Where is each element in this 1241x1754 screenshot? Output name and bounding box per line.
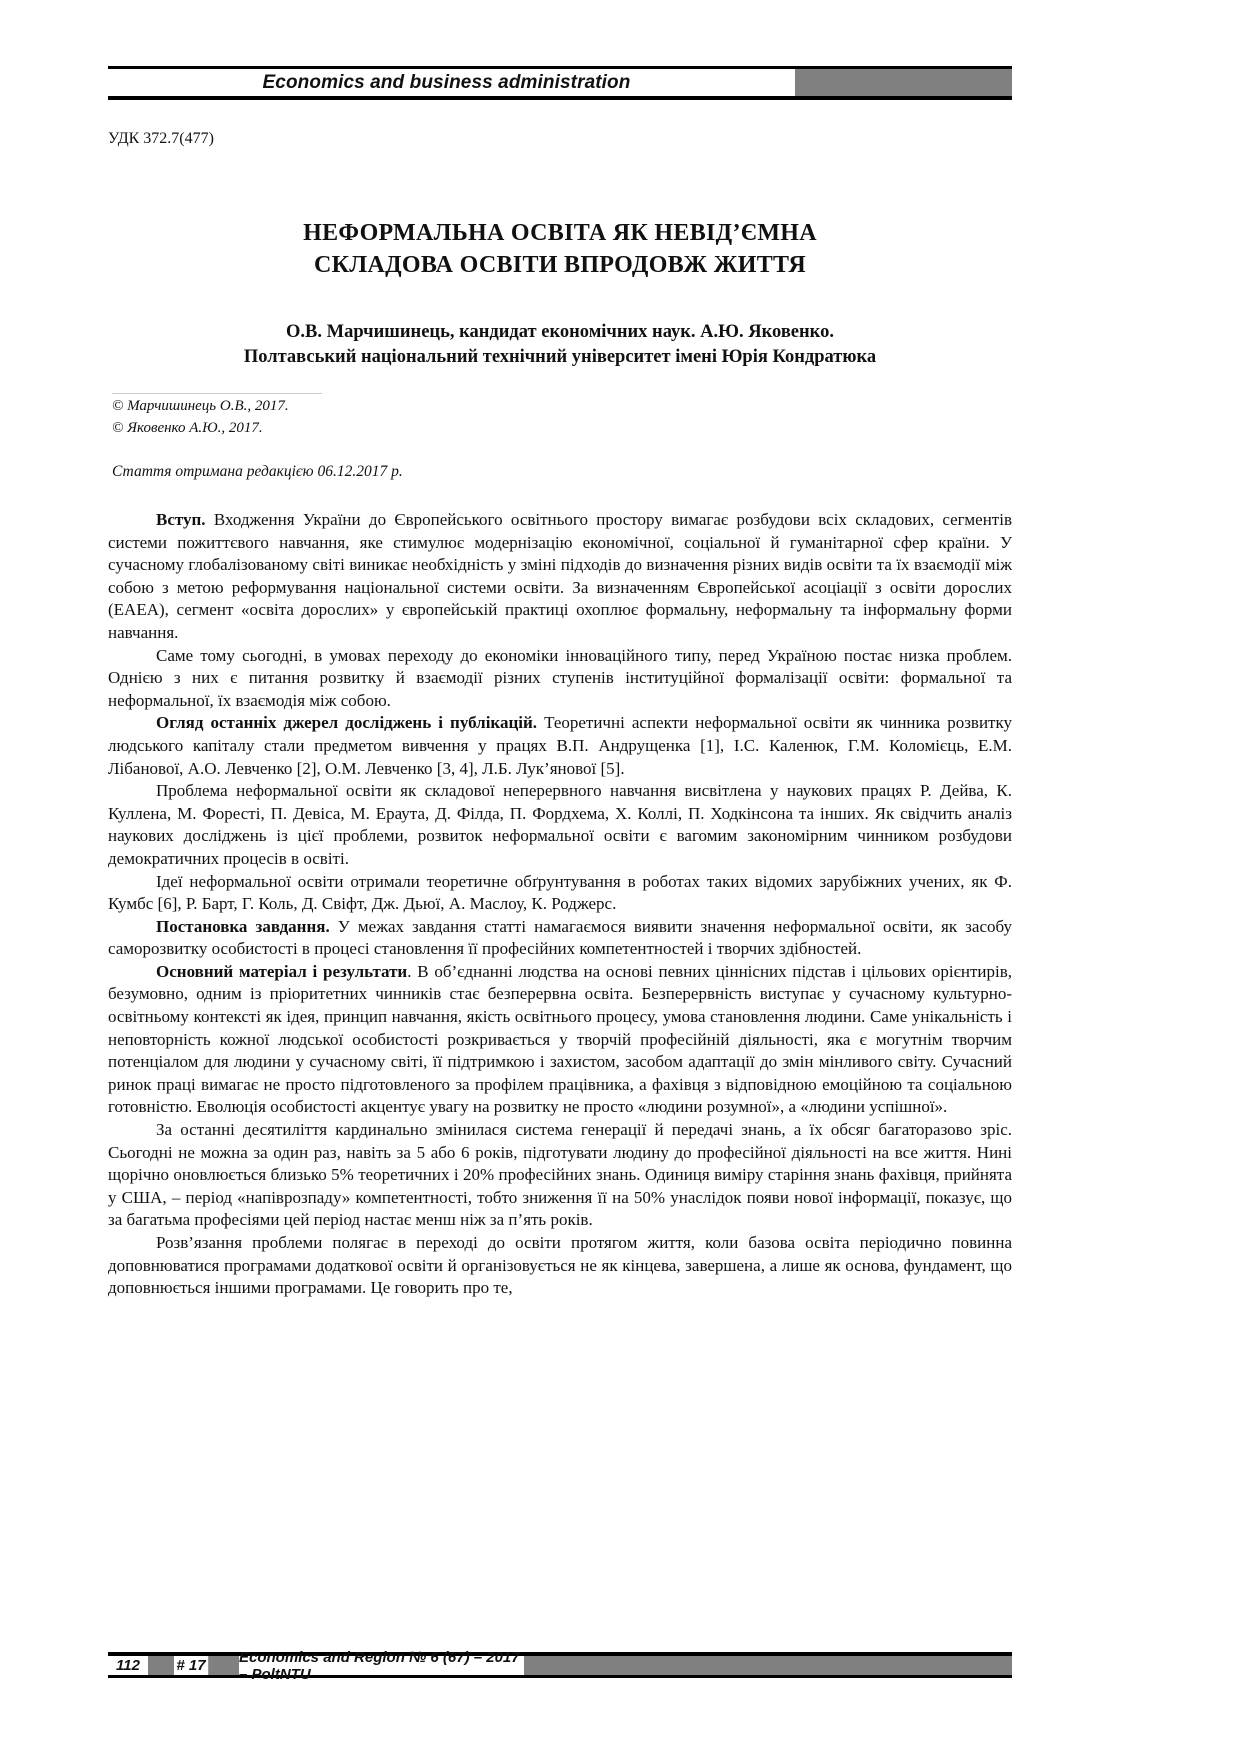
paragraph: Огляд останніх джерел досліджень і публікацій. Теоретичні аспекти неформальної освіти як чинника розвитку людського капіталу стали предметом вивчення у працях В.П. Андрущенка [1], І.С. Каленюк, Г.М. Коломієць, Е.М. Лібанової, А.О. Левченко [2], О.М. Левченко [3, 4], Л.Б. Лук’янової [5]. bbox=[108, 713, 1012, 778]
section-heading: Вступ. bbox=[156, 510, 206, 529]
authors-names: О.В. Марчишинець, кандидат економічних наук. А.Ю. Яковенко. bbox=[286, 322, 834, 342]
page-number: 112 bbox=[116, 1657, 140, 1674]
section-heading: Постановка завдання. bbox=[156, 916, 330, 936]
article-title bbox=[108, 217, 1012, 281]
paragraph: За останні десятиліття кардинально змінилася система генерації й передачі знань, а їх обсяг багаторазово зріс. Сьогодні не можна за один раз, навіть за 5 або 6 років, підготувати людину до професійної діяльності на все життя. Нині щорічно оновлюється близько 5% теоретичних і 20% професійних знань. Одиниця виміру старіння знань фахівця, прийнята у США, – період «напіврозпаду» компетентності, тобто зниження її на 50% унаслідок появи нової інформації, показує, що за багатьма професіями цей період настає менш ніж за п’ять років. bbox=[108, 1120, 1012, 1230]
copyright-line: © Марчишинець О.В., 2017. bbox=[112, 398, 289, 414]
journal-name: Economics and Region № 6 (67) – 2017 – PoltNTU bbox=[239, 1656, 524, 1675]
paragraph: Ідеї неформальної освіти отримали теоретичне обґрунтування в роботах таких відомих зарубіжних учених, як Ф. Кумбс [6], Р. Барт, Г. Коль, Д. Свіфт, Дж. Дьюї, А. Маслоу, К. Роджерс. bbox=[108, 871, 1012, 914]
section-heading: Огляд останніх джерел досліджень і публікацій. bbox=[156, 713, 538, 733]
footer-gray-block bbox=[208, 1656, 239, 1675]
running-header bbox=[108, 66, 1012, 100]
authors-block bbox=[108, 320, 1012, 370]
section-heading: Основний матеріал і результати bbox=[156, 961, 408, 981]
footer-gray-block bbox=[524, 1656, 1012, 1675]
article-title-line-1: НЕФОРМАЛЬНА ОСВІТА ЯК НЕВІД’ЄМНА bbox=[303, 220, 817, 246]
article-body bbox=[108, 509, 1012, 1300]
paragraph: Постановка завдання. У межах завдання статті намагаємося виявити значення неформальної освіти, як засобу саморозвитку особистості в процесі становлення її професійних компетентностей і творчих здібностей. bbox=[108, 916, 1012, 959]
paragraph: Вступ. Входження України до Європейського освітнього простору вимагає розбудови всіх складових, сегментів системи пожиттєвого навчання, яке стимулює модернізацію економічної, соціальної й гуманітарної сфер країни. У сучасному глобалізованому світі виникає необхідність у зміні підходів до визначення різних видів освіти та їх взаємодії між собою з метою реформування національної системи освіти. За визначенням Європейської асоціації з освіти дорослих (ЕАЕА), сегмент «освіта дорослих» у європейській практиці охоплює формальну, неформальну та інформальну форми навчання. bbox=[108, 510, 1012, 642]
article-title-line-2: СКЛАДОВА ОСВІТИ ВПРОДОВЖ ЖИТТЯ bbox=[313, 252, 807, 278]
copyright-notices bbox=[112, 395, 289, 439]
received-date: Стаття отримана редакцією 06.12.2017 р. bbox=[112, 463, 403, 480]
running-footer bbox=[108, 1648, 1012, 1683]
divider bbox=[112, 393, 322, 394]
paragraph: Проблема неформальної освіти як складової неперервного навчання висвітлена у наукових працях Р. Дейва, К. Куллена, М. Форесті, П. Девіса, М. Ераута, Д. Філда, П. Фордхема, Х. Коллі, П. Ходкінсона та інших. Як свідчить аналіз наукових досліджень із цієї проблеми, розвиток неформальної освіти є вагомим закономірним чинником розбудови демократичних процесів в освіті. bbox=[108, 781, 1012, 868]
udk-code: УДК 372.7(477) bbox=[108, 130, 214, 147]
issue-number: # 17 bbox=[176, 1657, 206, 1674]
copyright-line: © Яковенко А.Ю., 2017. bbox=[112, 420, 263, 436]
paragraph: Розв’язання проблеми полягає в переході до освіти протягом життя, коли базова освіта періодично повинна доповнюватися програмами додаткової освіти й організовується не як кінцева, завершена, а лише як основа, фундамент, що доповнюється іншими програмами. Це говорить про те, bbox=[108, 1233, 1012, 1298]
authors-affiliation: Полтавський національний технічний університет імені Юрія Кондратюка bbox=[243, 347, 877, 367]
header-gray-block bbox=[795, 69, 1012, 96]
paragraph: Основний матеріал і результати. В об’єднанні людства на основі певних ціннісних підстав і цільових орієнтирів, безумовно, одним із пріоритетних чинників стає безперервна освіта. Безперервність виступає у сучасному культурно-освітньому контексті як ідея, принцип навчання, якість освітнього процесу, умова становлення людини. Саме унікальність і неповторність кожної людської особистості розкривається у творчій професійній діяльності, яка є могутнім творчим потенціалом для людини у сучасному світі, її підтримкою і захистом, засобом адаптації до змін мінливого світу. Сучасний ринок праці вимагає не просто підготовленого за профілем працівника, а фахівця з відповідною емоційною та соціальною готовністю. Еволюція особистості акцентує увагу на розвитку не просто «людини розумної», а «людини успішної». bbox=[108, 961, 1012, 1117]
paragraph: Саме тому сьогодні, в умовах переходу до економіки інноваційного типу, перед Україною постає низка проблем. Однією з них є питання розвитку й взаємодії різних ступенів інституційної формалізації освіти: формальної та неформальної, їх взаємодія між собою. bbox=[108, 645, 1012, 710]
section-title: Economics and business administration bbox=[262, 71, 631, 93]
footer-gray-block bbox=[148, 1656, 174, 1675]
